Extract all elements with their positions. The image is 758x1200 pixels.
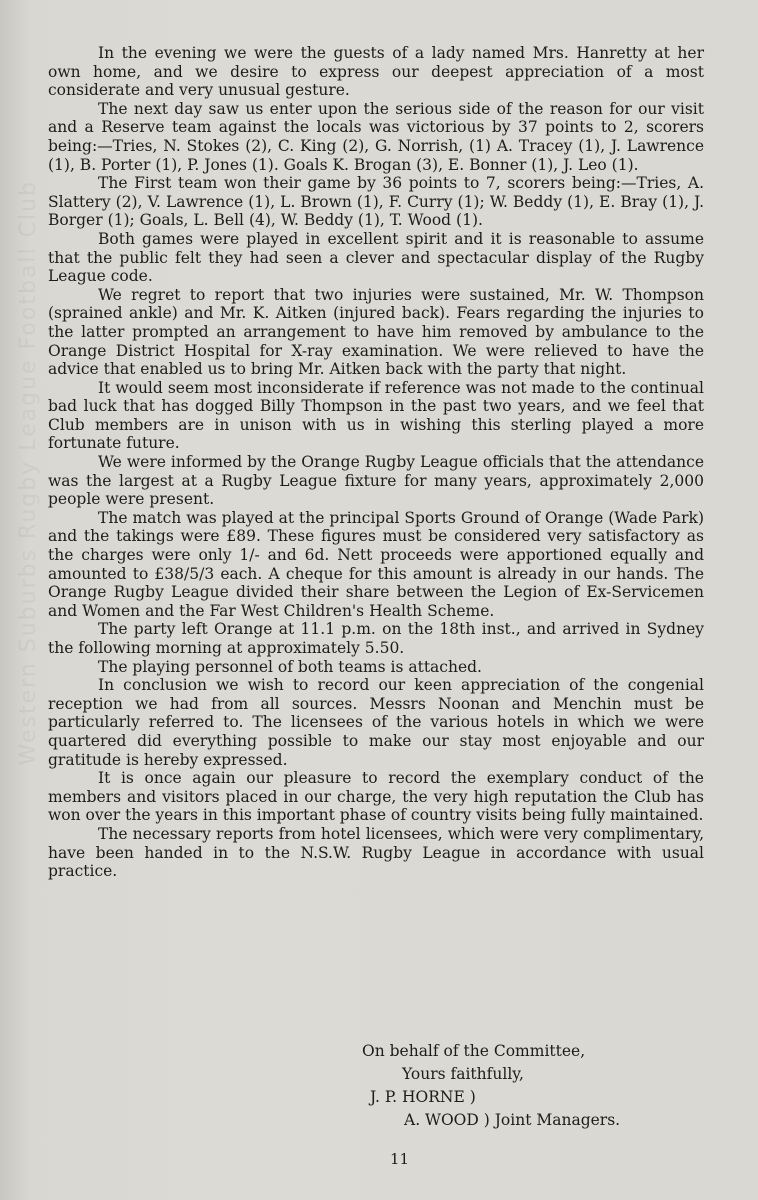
paragraph: In conclusion we wish to record our keen appreciation of the congenial reception we had from all sources. Messrs Noonan and Menchin must be particularly referred to. The licensees of the various hotels in which we were quartered did everything possible to make our stay most enjoyable and our gratitude is hereby expressed. xyxy=(48,676,704,769)
page-number: 11 xyxy=(390,1150,410,1168)
paragraph: In the evening we were the guests of a lady named Mrs. Hanretty at her own home, and we desire to express our deepest appreciation of a most considerate and very unusual gesture. xyxy=(48,44,704,100)
paragraph: It is once again our pleasure to record the exemplary conduct of the members and visitors placed in our charge, the very high reputation the Club has won over the years in this important phase of country visits being fully maintained. xyxy=(48,769,704,825)
paragraph: The party left Orange at 11.1 p.m. on the 18th inst., and arrived in Sydney the following morning at approximately 5.50. xyxy=(48,620,704,657)
signature-committee-line: On behalf of the Committee, xyxy=(362,1042,586,1060)
paragraph: It would seem most inconsiderate if reference was not made to the continual bad luck that has dogged Billy Thompson in the past two years, and we feel that Club members are in unison with us in wishing this sterling played a more fortunate future. xyxy=(48,378,704,453)
paragraph: The playing personnel of both teams is attached. xyxy=(98,657,482,676)
body-text xyxy=(48,44,704,881)
paragraph: The First team won their game by 36 points to 7, scorers being:—Tries, A. Slattery (2), V. Lawrence (1), L. Brown (1), F. Curry (1); W. Beddy (1), E. Bray (1), J. Borger (1); Goals, L. Bell (4), W. Beddy (1), T. Wood (1). xyxy=(48,174,704,230)
signature-block xyxy=(362,1040,620,1132)
paragraph: The next day saw us enter upon the serious side of the reason for our visit and a Reserve team against the locals was victorious by 37 points to 2, scorers being:—Tries, N. Stokes (2), C. King (2), G. Norrish, (1) A. Tracey (1), J. Lawrence (1), B. Porter (1), P. Jones (1). Goals K. Brogan (3), E. Bonner (1), J. Leo (1). xyxy=(48,99,704,174)
paragraph: The match was played at the principal Sports Ground of Orange (Wade Park) and the takings were £89. These figures must be considered very satisfactory as the charges were only 1/- and 6d. Nett proceeds were apportioned equally and amounted to £38/5/3 each. A cheque for this amount is already in our hands. The Orange Rugby League divided their share between the Legion of Ex-Servicemen and Women and the Far West Children's Health Scheme. xyxy=(48,508,704,620)
paragraph: We regret to report that two injuries were sustained, Mr. W. Thompson (sprained ankle) and Mr. K. Aitken (injured back). Fears regarding the injuries to the latter prompted an arrangement to have him removed by ambulance to the Orange District Hospital for X-ray examination. We were relieved to have the advice that enabled us to bring Mr. Aitken back with the party that night. xyxy=(48,285,704,379)
paragraph: The necessary reports from hotel licensees, which were very complimentary, have been handed in to the N.S.W. Rugby League in accordance with usual practice. xyxy=(48,824,704,881)
signature-name-horne: J. P. HORNE ) xyxy=(370,1088,476,1106)
watermark-text: Western Suburbs Rugby League Football Club xyxy=(16,180,41,766)
paragraph: Both games were played in excellent spirit and it is reasonable to assume that the public felt they had seen a clever and spectacular display of the Rugby League code. xyxy=(48,229,704,286)
paragraph: We were informed by the Orange Rugby League officials that the attendance was the largest at a Rugby League fixture for many years, approximately 2,000 people were present. xyxy=(48,453,704,509)
signature-closing: Yours faithfully, xyxy=(402,1065,524,1083)
signature-name-wood: A. WOOD ) Joint Managers. xyxy=(404,1111,621,1129)
